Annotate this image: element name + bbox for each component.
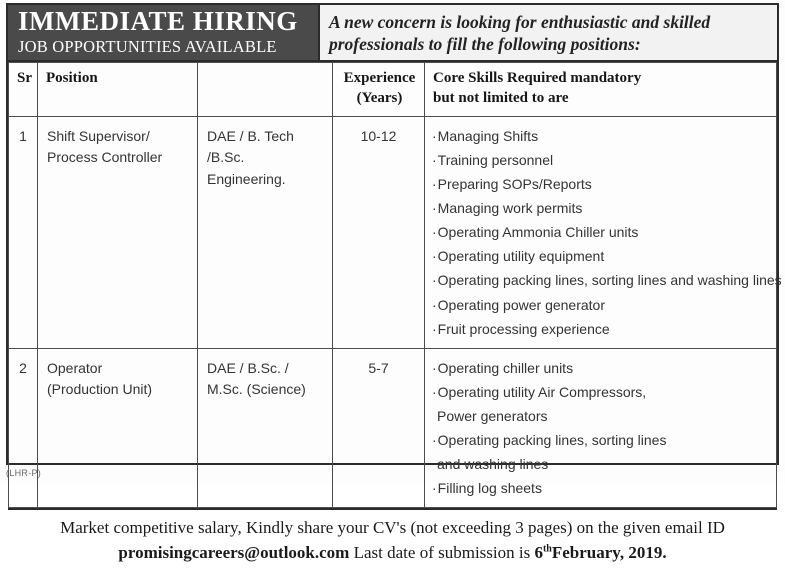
- row-qualification-line1: DAE / B.Sc. /: [207, 359, 289, 376]
- column-header-qualification: [198, 63, 333, 117]
- column-header-skills: [425, 63, 777, 117]
- row-skills: [425, 117, 782, 349]
- row-position-line2: (Production Unit): [47, 380, 153, 397]
- list-item: · Operating utility Air Compressors,: [432, 380, 770, 404]
- column-header-skills-line2: but not limited to are: [433, 89, 569, 106]
- row-serial-number: 2: [9, 348, 38, 507]
- row-qualification-line2: M.Sc. (Science): [207, 380, 306, 397]
- row-position: [38, 117, 198, 349]
- row-qualification-line2: /B.Sc.: [207, 149, 245, 166]
- table-header-row: [9, 63, 777, 117]
- row-qualification-line1: DAE / B. Tech: [207, 128, 294, 144]
- row-skills: [425, 348, 777, 507]
- row-position-line1: Shift Supervisor/: [47, 128, 150, 144]
- list-item: · Training personnel: [432, 148, 770, 172]
- page-title: IMMEDIATE HIRING: [18, 5, 298, 36]
- column-header-position: Position: [38, 63, 198, 117]
- footer-contact-line: [14, 542, 771, 565]
- list-item: · Operating Ammonia Chiller units: [432, 220, 770, 244]
- tagline-line-2: professionals to fill the following positions:: [329, 34, 641, 54]
- list-item: · Managing Shifts: [432, 124, 770, 148]
- deadline-day-suffix: th: [542, 543, 552, 555]
- list-item-continuation: Power generators: [437, 407, 548, 424]
- skill-list: [432, 124, 782, 341]
- row-position: [38, 348, 198, 507]
- column-header-experience-line1: Experience: [343, 70, 416, 86]
- list-item: · Operating power generator: [432, 293, 770, 317]
- column-header-experience: [333, 63, 425, 117]
- row-experience: 10-12: [333, 117, 425, 349]
- column-header-skills-line1: Core Skills Required mandatory: [433, 70, 642, 86]
- table-row: [9, 348, 777, 507]
- ad-header: [8, 5, 777, 62]
- row-qualification: [198, 348, 333, 507]
- list-item: · Operating chiller units: [432, 356, 770, 380]
- list-item: · Operating packing lines, sorting lines and washing lines: [432, 268, 770, 292]
- column-header-sr: Sr: [9, 63, 38, 117]
- deadline-prefix: Last date of submission is: [349, 543, 535, 563]
- positions-table: [8, 62, 782, 508]
- list-item: · Filling log sheets: [432, 476, 770, 500]
- contact-email[interactable]: promisingcareers@outlook.com: [118, 543, 350, 563]
- footer-instruction: Market competitive salary, Kindly share your CV's (not exceeding 3 pages) on the given email ID: [60, 518, 725, 538]
- row-qualification: [198, 117, 333, 349]
- list-item-continuation: and washing lines: [437, 456, 549, 473]
- skill-list: [432, 356, 770, 500]
- row-serial-number: 1: [9, 117, 38, 349]
- list-item: · Preparing SOPs/Reports: [432, 172, 770, 196]
- deadline-day: 6: [534, 543, 543, 563]
- list-item: · Operating packing lines, sorting lines: [432, 428, 770, 452]
- row-qualification-line3: Engineering.: [207, 170, 286, 187]
- tagline-line-1: A new concern is looking for enthusiastic and skilled: [329, 11, 711, 32]
- hiring-banner: [8, 5, 318, 60]
- list-item: · Managing work permits: [432, 196, 770, 220]
- row-experience: 5-7: [333, 348, 425, 507]
- banner-subtitle: JOB OPPORTUNITIES AVAILABLE: [18, 37, 277, 57]
- list-item: · Operating utility equipment: [432, 244, 770, 268]
- deadline-month-year: February, 2019.: [551, 543, 667, 563]
- row-position-line1: Operator: [47, 359, 103, 376]
- publication-code: (LHR-P): [6, 468, 42, 478]
- ad-footer: [8, 508, 777, 572]
- table-row: [9, 117, 777, 349]
- row-position-line2: Process Controller: [47, 149, 163, 166]
- list-item: · Fruit processing experience: [432, 317, 770, 341]
- tagline-block: [318, 5, 777, 60]
- column-header-experience-line2: (Years): [356, 89, 403, 106]
